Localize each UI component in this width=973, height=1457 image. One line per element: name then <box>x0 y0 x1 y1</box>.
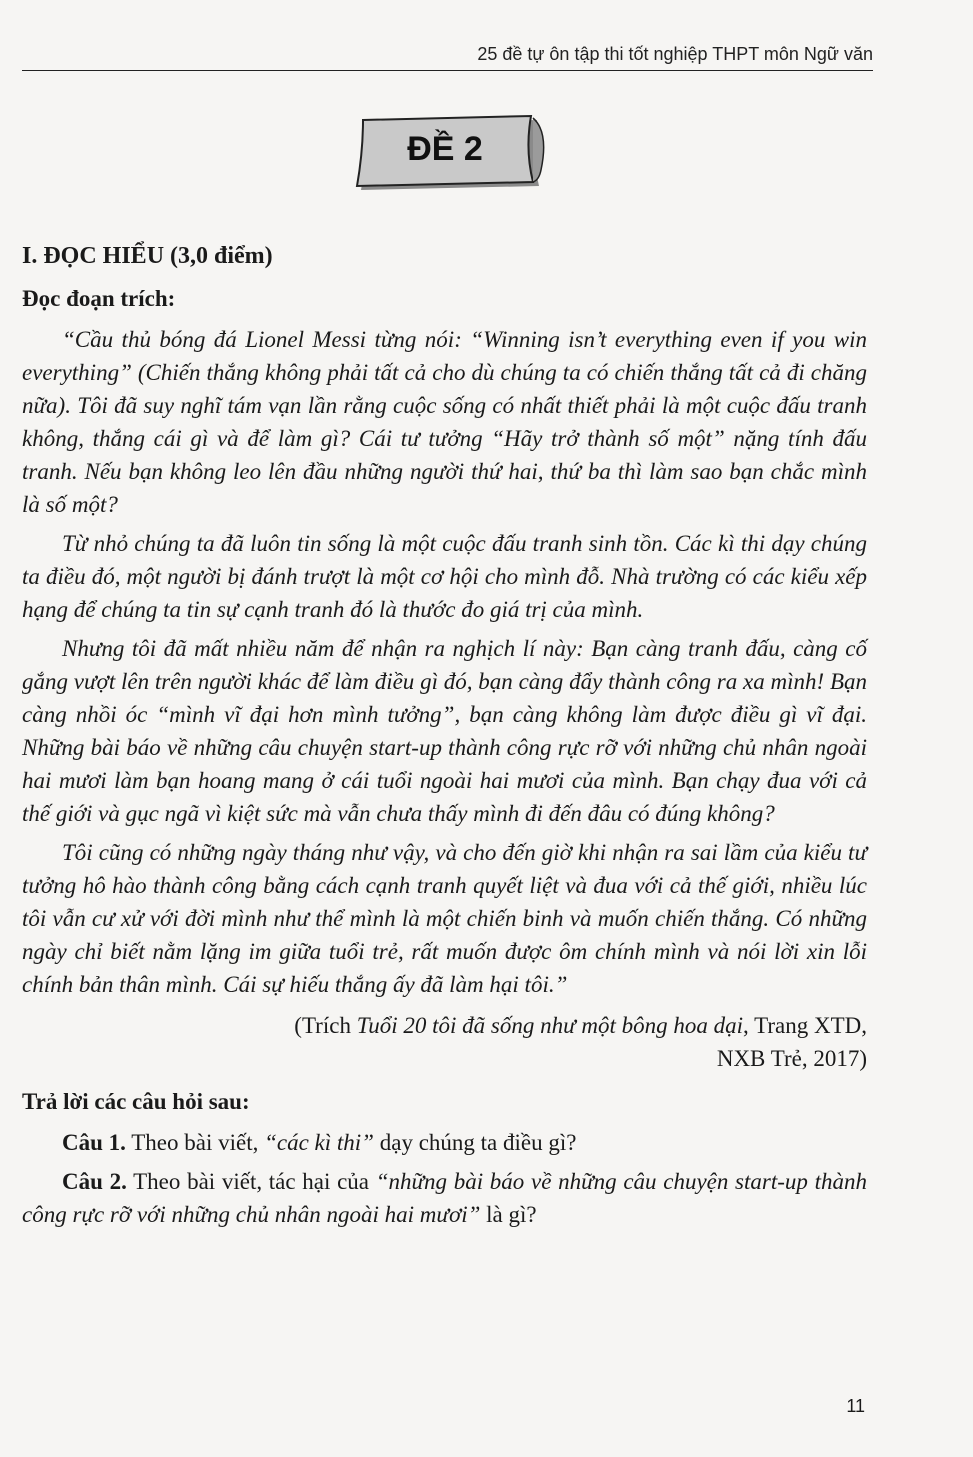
citation-author: , Trang XTD, <box>743 1013 867 1038</box>
passage-paragraph: Tôi cũng có những ngày tháng như vậy, và cho đến giờ khi nhận ra sai lầm của kiểu tư tưởng hô hào thành công bằng cách cạnh tranh quyết liệt và đua với cả thế giới, nhiều lúc tôi vẫn cư xử với đời mình như thể mình là một chiến binh và muốn chiến thắng. Có những ngày chỉ biết nằm lặng im giữa tuổi trẻ, rất muốn được ôm chính mình và nói lời xin lỗi chính bản thân mình. Cái sự hiếu thắng ấy đã làm hại tôi.” <box>22 840 867 997</box>
citation-work: Tuổi 20 tôi đã sống như một bông hoa dại <box>356 1013 744 1038</box>
question-label: Câu 2. <box>62 1169 127 1194</box>
question-item <box>22 1126 867 1159</box>
question-text: Theo bài viết, <box>125 1130 265 1155</box>
passage-paragraph: “Cầu thủ bóng đá Lionel Messi từng nói: “Winning isn’t everything even if you win everything” (Chiến thắng không phải tất cả cho dù chúng ta có chiến thắng tất cả đi chăng nữa). Tôi đã suy nghĩ tám vạn lần rằng cuộc sống có nhất thiết phải là một cuộc đấu tranh không, thắng cái gì và để làm gì? Cái tư tưởng “Hãy trở thành số một” nặng tính đấu tranh. Nếu bạn không leo lên đầu những người thứ hai, thứ ba thì làm sao bạn chắc mình là số một? <box>22 327 867 517</box>
passage-label: Đọc đoạn trích: <box>22 286 176 311</box>
passage-paragraph: Nhưng tôi đã mất nhiều năm để nhận ra nghịch lí này: Bạn càng tranh đấu, càng cố gắng vượt lên trên người khác để làm điều gì đó, bạn càng đẩy thành công ra xa mình! Bạn càng nhồi óc “mình vĩ đại hơn mình tưởng”, bạn càng không làm được điều gì vĩ đại. Những bài báo về những câu chuyện start-up thành công rực rỡ với những chủ nhân ngoài hai mươi làm bạn hoang mang ở cái tuổi ngoài hai mươi của mình. Bạn chạy đua với cả thế giới và gục ngã vì kiệt sức mà vẫn chưa thấy mình đi đến đâu có đúng không? <box>22 636 867 826</box>
question-text: dạy chúng ta điều gì? <box>373 1130 577 1155</box>
citation-publisher: NXB Trẻ, 2017) <box>716 1046 867 1071</box>
running-header: 25 đề tự ôn tập thi tốt nghiệp THPT môn Ngữ văn <box>477 44 873 64</box>
question-quote: “các kì thi” <box>264 1130 374 1155</box>
page-content <box>22 238 867 1237</box>
question-quote: “những bài báo về những câu chuyện start-up thành công rực rỡ với những chủ nhân ngoài hai mươi” <box>22 1169 867 1227</box>
questions-intro: Trả lời các câu hỏi sau: <box>22 1089 250 1114</box>
question-item <box>22 1165 867 1231</box>
question-label: Câu 1. <box>62 1130 126 1155</box>
page-number: 11 <box>846 1396 865 1416</box>
citation <box>22 1009 867 1075</box>
header-rule <box>22 70 873 71</box>
question-text: là gì? <box>480 1202 537 1227</box>
title-badge <box>355 112 550 194</box>
passage-paragraph: Từ nhỏ chúng ta đã luôn tin sống là một cuộc đấu tranh sinh tồn. Các kì thi dạy chúng ta điều đó, một người bị đánh trượt là một cơ hội cho mình đỗ. Nhà trường có các kiểu xếp hạng để chúng ta tin sự cạnh tranh đó là thước đo giá trị của mình. <box>22 531 867 622</box>
section-heading: I. ĐỌC HIỂU (3,0 điểm) <box>22 243 273 269</box>
citation-prefix: (Trích <box>294 1013 357 1038</box>
exam-title: ĐỀ 2 <box>407 130 483 168</box>
question-text: Theo bài viết, tác hại của <box>126 1169 376 1194</box>
